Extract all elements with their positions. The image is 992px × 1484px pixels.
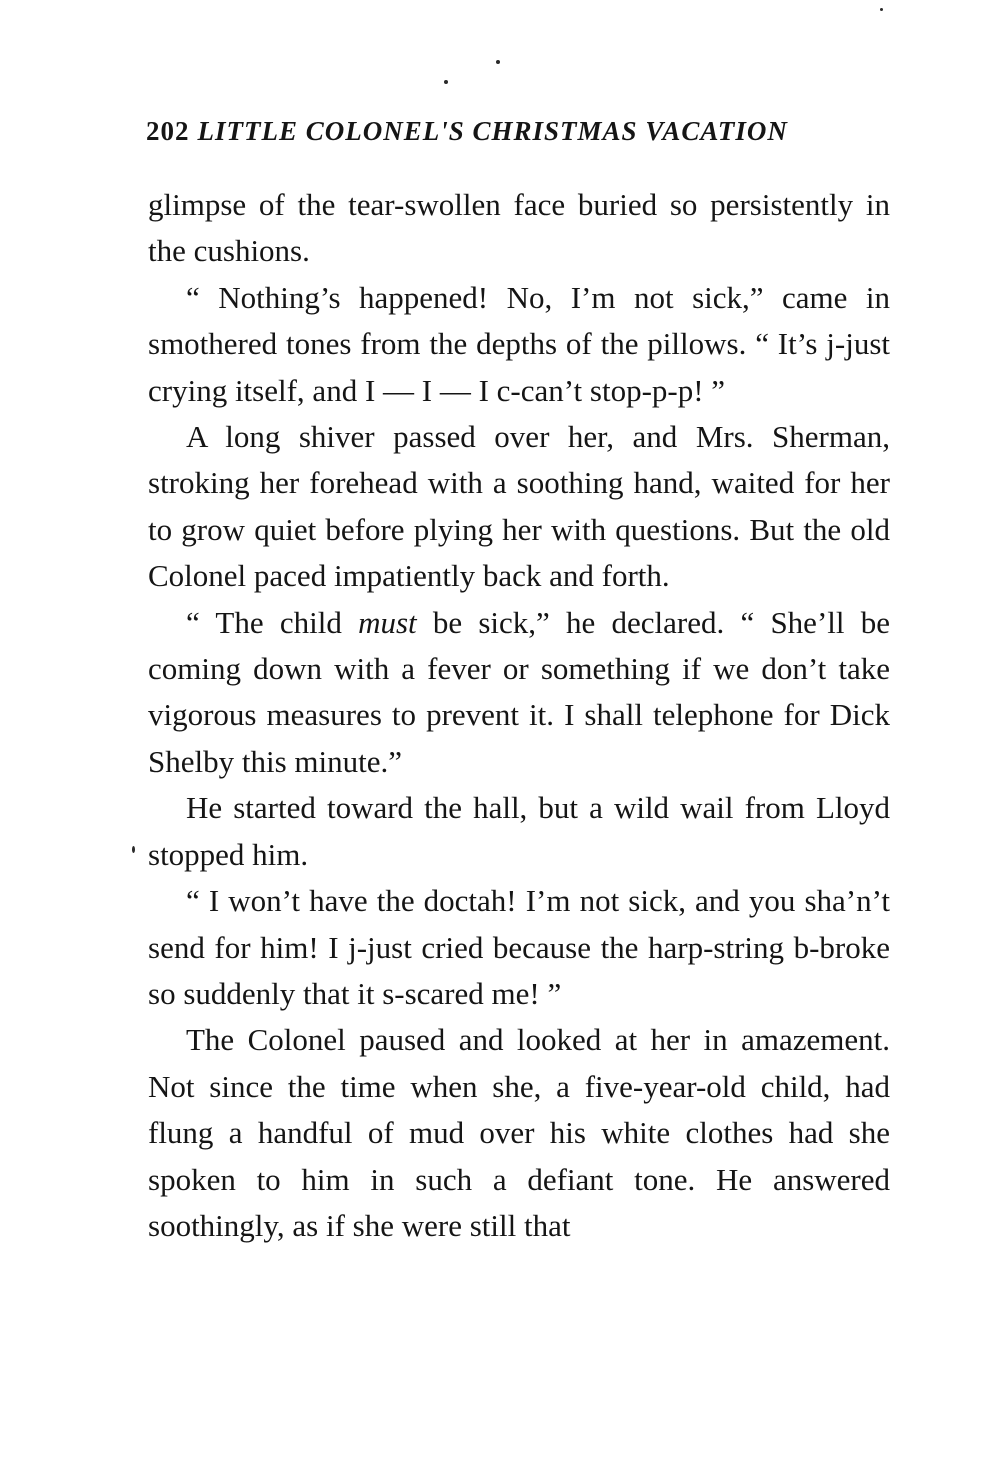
body-text [148,182,890,1249]
paragraph: He started toward the hall, but a wild wail from Lloyd stopped him. [148,790,890,872]
ink-speck [444,80,448,84]
ink-speck [496,60,500,64]
paragraph-text: be sick,” he declared. “ She’ll be coming down with a fever or something if we don’t take vigorous measures to prevent it. I shall telephone for Dick Shelby this minute.” [148,604,890,779]
ink-speck [132,846,135,853]
paragraph: A long shiver passed over her, and Mrs. Sherman, stroking her forehead with a soothing hand, waited for her to grow quiet before plying her with questions. But the old Colonel paced impatiently back and forth. [148,419,890,594]
paragraph-text: “ The child [186,604,359,640]
emphasized-word: must [358,604,417,640]
running-header [146,116,891,147]
paragraph: “ I won’t have the doctah! I’m not sick, and you sha’n’t send for him! I j-just cried because the harp-string b-broke so suddenly that it s-scared me! ” [148,883,890,1011]
paragraph [148,600,890,786]
ink-speck [880,8,883,11]
page-number: 202 [146,116,190,146]
running-title: LITTLE COLONEL'S CHRISTMAS VACATION [197,116,788,146]
paragraph: The Colonel paused and looked at her in amazement. Not since the time when she, a five-year-old child, had flung a handful of mud over his white clothes had she spoken to him in such a defiant tone. He answered soothingly, as if she were still that [148,1022,890,1243]
paragraph: glimpse of the tear-swollen face buried so persistently in the cushions. [148,187,890,269]
paragraph: “ Nothing’s happened! No, I’m not sick,” came in smothered tones from the depths of the pillows. “ It’s j-just crying itself, and I — I — I c-can’t stop-p-p! ” [148,279,890,408]
